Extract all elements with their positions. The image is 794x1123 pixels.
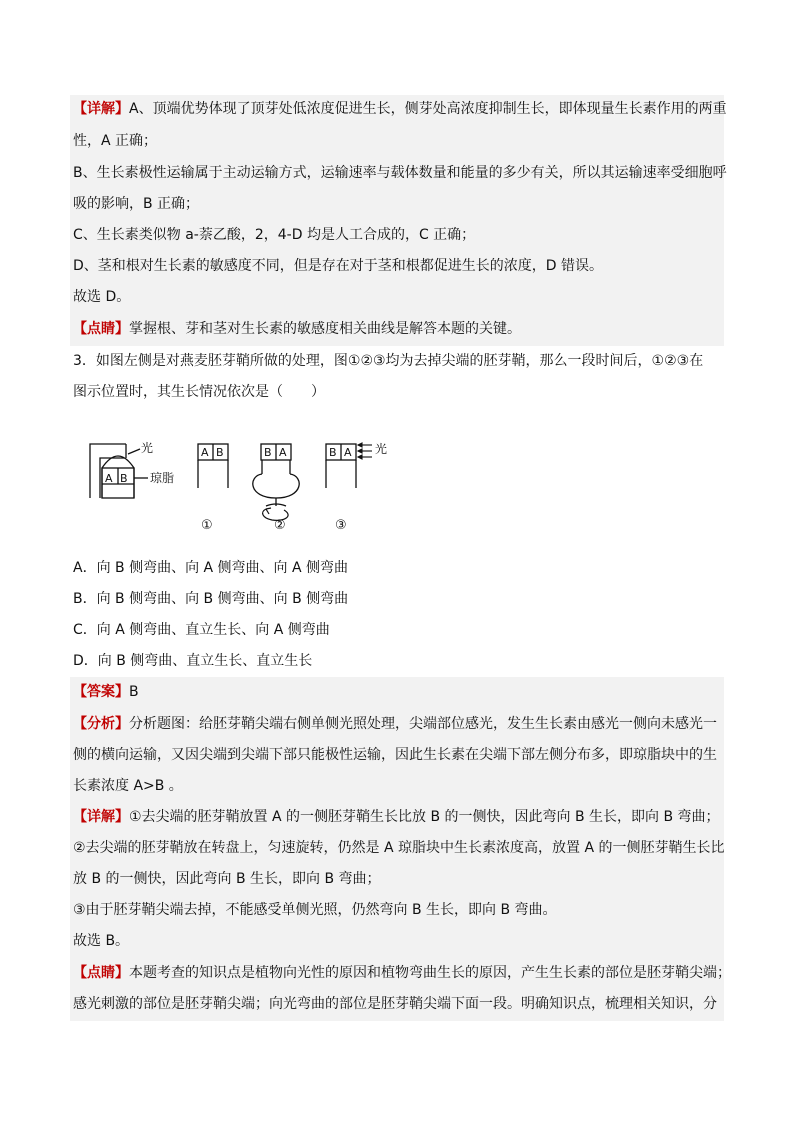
point2-line-2: 感光刺激的部位是胚芽鞘尖端；向光弯曲的部位是胚芽鞘尖端下面一段。明确知识点，梳理相关知识，分 <box>73 996 717 1012</box>
detail-line-2: 性，A 正确； <box>73 133 158 149</box>
detail2-line-4: ③由于胚芽鞘尖端去掉，不能感受单侧光照，仍然弯向 B 生长，即向 B 弯曲。 <box>73 902 557 918</box>
block-b-left: B <box>120 472 128 485</box>
detail-line-4: 吸的影响，B 正确； <box>73 196 200 212</box>
detail2-line-5: 故选 B。 <box>73 933 130 949</box>
point2-text: 本题考查的知识点是植物向光性的原因和植物弯曲生长的原因，产生生长素的部位是胚芽鞘尖端； <box>129 965 731 981</box>
light-label-left: 光 <box>141 441 154 455</box>
block-a-2: A <box>279 446 287 459</box>
detail-tag: 【详解】 <box>73 101 129 117</box>
agar-label: 琼脂 <box>150 471 175 485</box>
option-c: C．向 A 侧弯曲、直立生长、向 A 侧弯曲 <box>73 622 330 638</box>
option-a: A．向 B 侧弯曲、向 A 侧弯曲、向 A 侧弯曲 <box>73 560 349 576</box>
point-tag: 【点睛】 <box>73 321 129 337</box>
analysis-line-2: 侧的横向运输，又因尖端到尖端下部只能极性运输，因此生长素在尖端下部左侧分布多，即琼脂块中的生 <box>73 747 717 763</box>
point2-tag: 【点睛】 <box>73 965 129 981</box>
question-line-2: 图示位置时，其生长情况依次是（ ） <box>73 384 325 400</box>
treatment-setup <box>90 444 148 498</box>
detail-line-7: 故选 D。 <box>73 289 131 305</box>
answer-line <box>73 683 139 701</box>
figure-label-1: ① <box>201 518 213 533</box>
block-a-3: A <box>344 446 352 459</box>
detail-text: A、顶端优势体现了顶芽处低浓度促进生长，侧芽处高浓度抑制生长，即体现量生长素作用的两重 <box>129 101 727 117</box>
option-b: B．向 B 侧弯曲、向 B 侧弯曲、向 B 侧弯曲 <box>73 591 349 607</box>
light-label-right: 光 <box>375 442 388 456</box>
detail2-text: ①去尖端的胚芽鞘放置 A 的一侧胚芽鞘生长比放 B 的一侧快，因此弯向 B 生长，即向 B 弯曲； <box>129 809 720 825</box>
question-line-1: 3．如图左侧是对燕麦胚芽鞘所做的处理，图①②③均为去掉尖端的胚芽鞘，那么一段时间后，①②③在 <box>73 353 704 369</box>
experiment-figure <box>88 432 408 542</box>
detail-line-1 <box>73 100 727 118</box>
detail-line-3: B、生长素极性运输属于主动运输方式，运输速率与载体数量和能量的多少有关，所以其运输速率受细胞呼 <box>73 165 727 181</box>
option-d: D．向 B 侧弯曲、直立生长、直立生长 <box>73 653 313 669</box>
coleoptile-2 <box>253 444 299 506</box>
point2-line-1 <box>73 964 731 982</box>
detail2-tag: 【详解】 <box>73 809 129 825</box>
light-arrows <box>358 443 372 459</box>
analysis-tag: 【分析】 <box>73 716 129 732</box>
figure-label-2: ② <box>274 518 286 533</box>
detail2-line-1 <box>73 808 720 826</box>
analysis-text: 分析题图：给胚芽鞘尖端右侧单侧光照处理，尖端部位感光，发生生长素由感光一侧向未感光一 <box>129 716 717 732</box>
detail2-line-3: 放 B 的一侧快，因此弯向 B 生长，即向 B 弯曲； <box>73 871 381 887</box>
detail-line-6: D、茎和根对生长素的敏感度不同，但是存在对于茎和根都促进生长的浓度，D 错误。 <box>73 258 604 274</box>
point-line <box>73 320 521 338</box>
block-b-2: B <box>264 446 272 459</box>
explanation-background-1 <box>70 95 724 346</box>
analysis-line-1 <box>73 715 717 733</box>
analysis-line-3: 长素浓度 A>B 。 <box>73 778 183 794</box>
block-a-1: A <box>201 446 209 459</box>
answer-text: B <box>129 684 139 700</box>
figure-label-3: ③ <box>335 518 347 533</box>
answer-tag: 【答案】 <box>73 684 129 700</box>
block-b-1: B <box>216 446 224 459</box>
point-text: 掌握根、芽和茎对生长素的敏感度相关曲线是解答本题的关键。 <box>129 321 521 337</box>
detail2-line-2: ②去尖端的胚芽鞘放在转盘上，匀速旋转，仍然是 A 琼脂块中生长素浓度高，放置 A 的一侧胚芽鞘生长比 <box>73 840 725 856</box>
block-a-left: A <box>105 472 113 485</box>
detail-line-5: C、生长素类似物 a-萘乙酸，2，4-D 均是人工合成的，C 正确； <box>73 227 476 243</box>
block-b-3: B <box>329 446 337 459</box>
